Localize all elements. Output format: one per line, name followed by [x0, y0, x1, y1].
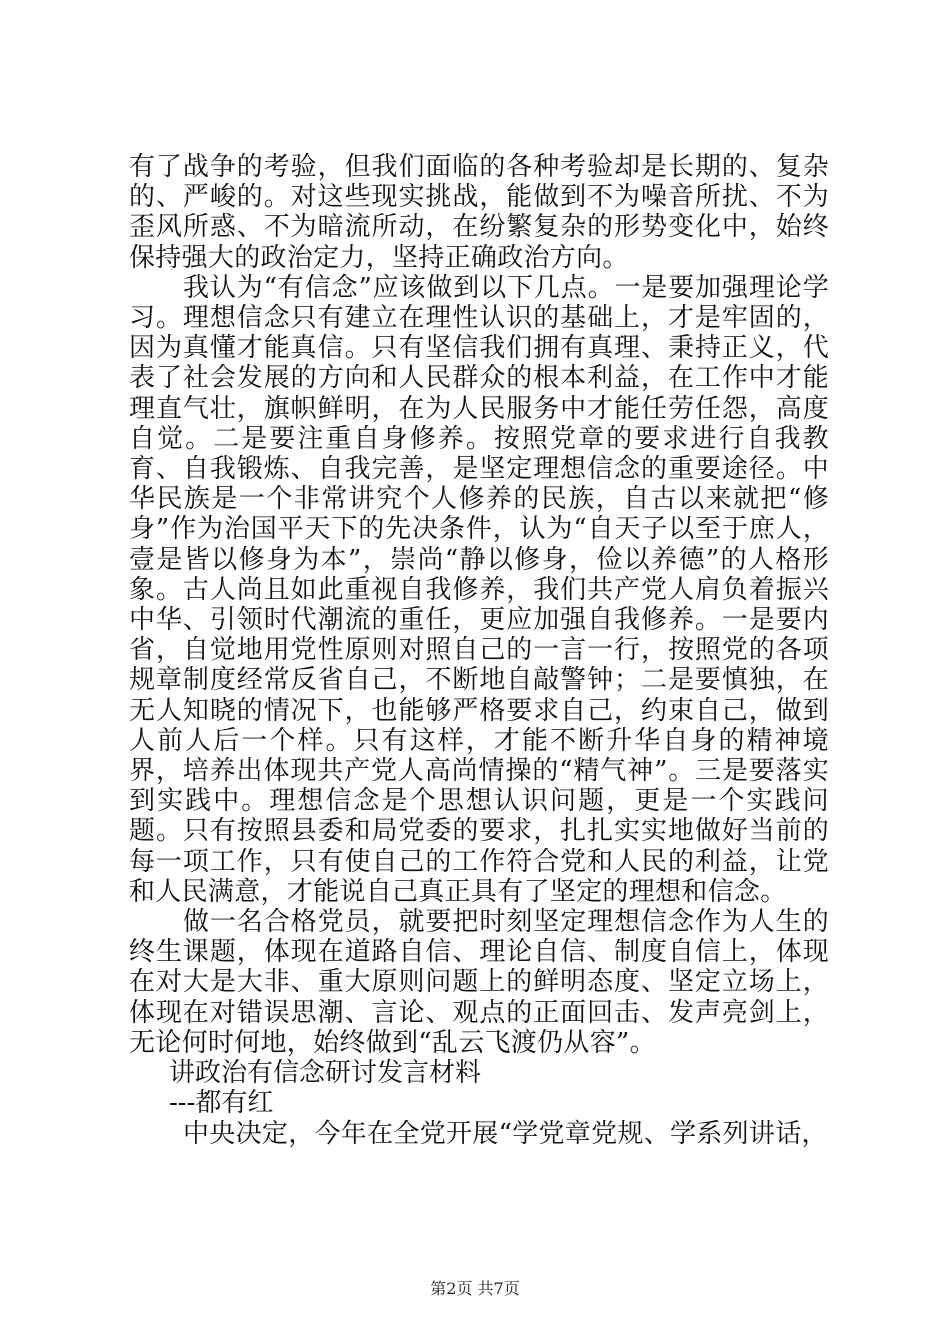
document-body: [129, 152, 829, 1149]
paragraph-2: 我认为“有信念”应该做到以下几点。一是要加强理论学习。理想信念只有建立在理性认识的基础上，才是牢固的，因为真懂才能真信。只有坚信我们拥有真理、秉持正义，代表了社会发展的方向和人民群众的根本利益，在工作中才能理直气壮，旗帜鲜明，在为人民服务中才能任劳任怨，高度自觉。二是要注重自身修养。按照党章的要求进行自我教育、自我锻炼、自我完善，是坚定理想信念的重要途径。中华民族是一个非常讲究个人修养的民族，自古以来就把“修身”作为治国平天下的先决条件，认为“自天子以至于庶人，壹是皆以修身为本”，崇尚“静以修身，俭以养德”的人格形象。古人尚且如此重视自我修养，我们共产党人肩负着振兴中华、引领时代潮流的重任，更应加强自我修养。一是要内省，自觉地用党性原则对照自己的一言一行，按照党的各项规章制度经常反省自己，不断地自敲警钟；二是要慎独，在无人知晓的情况下，也能够严格要求自己，约束自己，做到人前人后一个样。只有这样，才能不断升华自身的精神境界，培养出体现共产党人高尚情操的“精气神”。三是要落实到实践中。理想信念是个思想认识问题，更是一个实践问题。只有按照县委和局党委的要求，扎扎实实地做好当前的每一项工作，只有使自己的工作符合党和人民的利益，让党和人民满意，才能说自己真正具有了坚定的理想和信念。: [129, 272, 829, 907]
page-footer: 第2页 共7页: [430, 1279, 520, 1298]
paragraph-3: 做一名合格党员，就要把时刻坚定理想信念作为人生的终生课题，体现在道路自信、理论自信、制度自信上，体现在对大是大非、重大原则问题上的鲜明态度、坚定立场上，体现在对错误思潮、言论、观点的正面回击、发声亮剑上，无论何时何地，始终做到“乱云飞渡仍从容”。: [129, 907, 829, 1058]
paragraph-4: 中央决定，今年在全党开展“学党章党规、学系列讲话，: [183, 1118, 828, 1149]
author-line: ---都有红: [169, 1088, 274, 1119]
section-title: 讲政治有信念研讨发言材料: [169, 1058, 482, 1089]
paragraph-1: 有了战争的考验，但我们面临的各种考验却是长期的、复杂的、严峻的。对这些现实挑战，能做到不为噪音所扰、不为歪风所惑、不为暗流所动，在纷繁复杂的形势变化中，始终保持强大的政治定力，坚持正确政治方向。: [129, 152, 829, 273]
